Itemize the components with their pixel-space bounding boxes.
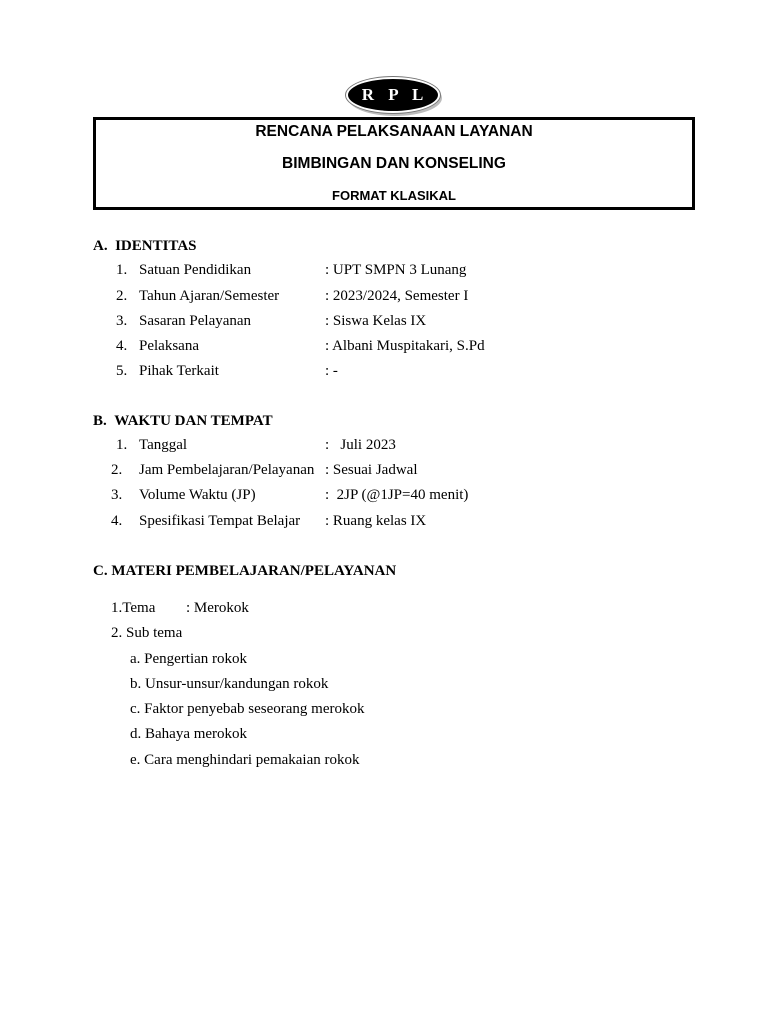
section-b-item-1-num: 1. bbox=[116, 437, 128, 453]
section-a-item-3-label: Sasaran Pelayanan bbox=[139, 313, 252, 329]
section-a-item-3-value: : Siswa Kelas IX bbox=[325, 313, 427, 329]
title-box bbox=[93, 117, 695, 210]
subtema-item-d: d. Bahaya merokok bbox=[130, 726, 248, 742]
section-a-item-2-label: Tahun Ajaran/Semester bbox=[139, 288, 280, 304]
section-a-item-2-num: 2. bbox=[116, 288, 128, 304]
section-b-item-2-value: : Sesuai Jadwal bbox=[325, 462, 418, 478]
section-a-item-4-label: Pelaksana bbox=[139, 338, 199, 354]
section-a-item-1-label: Satuan Pendidikan bbox=[139, 262, 252, 278]
section-c-heading: C. MATERI PEMBELAJARAN/PELAYANAN bbox=[93, 563, 397, 579]
section-a-item-4-value: : Albani Muspitakari, S.Pd bbox=[325, 338, 485, 354]
section-b-item-3-value: : 2JP (@1JP=40 menit) bbox=[325, 487, 469, 503]
title-line-1: RENCANA PELAKSANAAN LAYANAN bbox=[255, 123, 533, 140]
section-b-item-3-label: Volume Waktu (JP) bbox=[139, 487, 256, 503]
section-a-item-1-value: : UPT SMPN 3 Lunang bbox=[325, 262, 467, 278]
subtema-label: 2. Sub tema bbox=[111, 625, 183, 641]
title-line-2: BIMBINGAN DAN KONSELING bbox=[282, 155, 506, 172]
section-a-item-4-num: 4. bbox=[116, 338, 128, 354]
section-a-item-1-num: 1. bbox=[116, 262, 128, 278]
section-b-item-1-value: : Juli 2023 bbox=[325, 437, 396, 453]
tema-value: : Merokok bbox=[186, 600, 249, 616]
section-b-item-4-value: : Ruang kelas IX bbox=[325, 513, 427, 529]
section-a-item-2-value: : 2023/2024, Semester I bbox=[325, 288, 469, 304]
section-a-heading: A. IDENTITAS bbox=[93, 238, 197, 254]
section-b-item-4-num: 4. bbox=[111, 513, 123, 529]
badge-oval bbox=[346, 77, 440, 113]
section-b-item-1-label: Tanggal bbox=[139, 437, 188, 453]
badge-text: R P L bbox=[361, 85, 429, 104]
section-a-item-3-num: 3. bbox=[116, 313, 128, 329]
tema-label: 1.Tema bbox=[111, 600, 156, 616]
section-b-item-2-num: 2. bbox=[111, 462, 123, 478]
section-b-item-4-label: Spesifikasi Tempat Belajar bbox=[139, 513, 301, 529]
subtema-item-c: c. Faktor penyebab seseorang merokok bbox=[130, 701, 365, 717]
subtema-item-e: e. Cara menghindari pemakaian rokok bbox=[130, 752, 360, 768]
rpl-badge bbox=[346, 77, 444, 117]
subtema-item-b: b. Unsur-unsur/kandungan rokok bbox=[130, 676, 329, 692]
section-a-item-5-label: Pihak Terkait bbox=[139, 363, 219, 379]
section-a-item-5-num: 5. bbox=[116, 363, 128, 379]
section-b-item-3-num: 3. bbox=[111, 487, 123, 503]
subtema-item-a: a. Pengertian rokok bbox=[130, 651, 248, 667]
section-b-heading: B. WAKTU DAN TEMPAT bbox=[93, 413, 273, 429]
section-b-item-2-label: Jam Pembelajaran/Pelayanan bbox=[139, 462, 315, 478]
title-line-3: FORMAT KLASIKAL bbox=[332, 188, 456, 203]
section-a-item-5-value: : - bbox=[325, 363, 338, 379]
